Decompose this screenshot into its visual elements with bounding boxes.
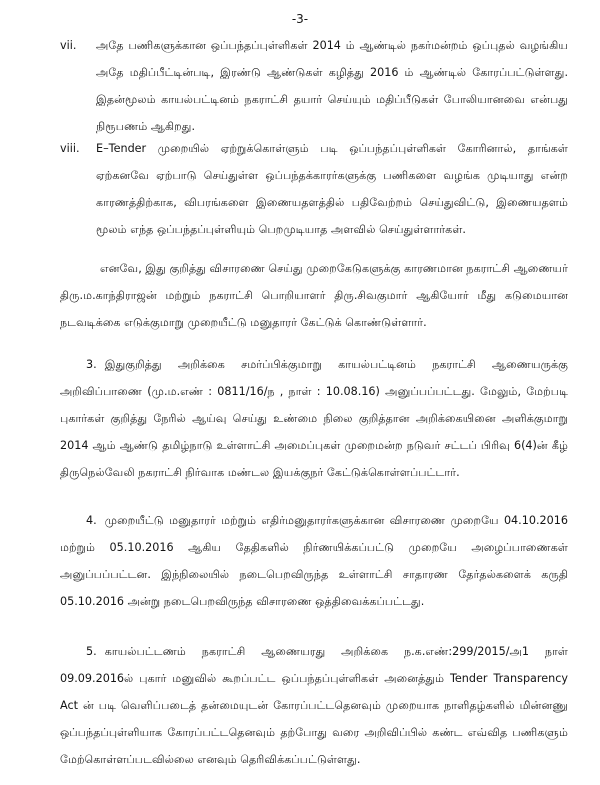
paragraph-5	[60, 638, 568, 773]
list-item-text: அதே பணிகளுக்கான ஒப்பந்தப்புள்ளிகள் 2014 ம் ஆண்டில் நகர்மன்றம் ஒப்புதல் வழங்கிய அதே மதிப்பீட்டின்படி, இரண்டு ஆண்டுகள் கழித்து 2016 ம் ஆண்டில் கோரப்பட்டுள்ளது. இதன்மூலம் காயல்பட்டினம் நகராட்சி தயார் செய்யும் மதிப்பீடுகள் போலியானவை என்பது நிரூபணம் ஆகிறது.	[96, 39, 568, 133]
paragraph-3	[60, 351, 568, 486]
paragraph-text: முறையீட்டு மனுதாரர் மற்றும் எதிர்மனுதாரர்களுக்கான விசாரணை முறையே 04.10.2016 மற்றும் 05.10.2016 ஆகிய தேதிகளில் நிர்ணயிக்கப்பட்டு முறையே அழைப்பாணைகள் அனுப்பப்பட்டன. இந்நிலையில் நடைபெறவிருந்த உள்ளாட்சி சாதாரண தேர்தல்களைக் கருதி 05.10.2016 அன்று நடைபெறவிருந்த விசாரணை ஒத்திவைக்கப்பட்டது.	[60, 514, 568, 608]
list-item-marker: viii.	[60, 142, 80, 155]
paragraph-therefore	[60, 255, 568, 336]
list-item-text: E–Tender முறையில் ஏற்றுக்கொள்ளும் படி ஒப்பந்தப்புள்ளிகள் கோரினால், தாங்கள் ஏற்கனவே ஏற்பாடு செய்துள்ள ஒப்பந்தக்காரர்களுக்கு பணிகளை வழங்க முடியாது என்ற காரணத்திற்காக, விபரங்களை இணையதளத்தில் பதிவேற்றம் செய்துவிட்டு, இணையதளம் மூலம் எந்த ஒப்பந்தப்புள்ளியும் பெறமுடியாத அளவில் செய்துள்ளார்கள்.	[96, 142, 568, 236]
paragraph-text: காயல்பட்டணம் நகராட்சி ஆணையரது அறிக்கை ந.க.எண்:299/2015/அ1 நாள் 09.09.2016ல் புகார் மனுவில் கூறப்பட்ட ஒப்பந்தப்புள்ளிகள் அனைத்தும் Tender Transparency Act ன் படி வெளிப்படைத் தன்மையுடன் கோரப்பட்டதெனவும் முறையாக நாளிதழ்களில் மின்னணு ஒப்பந்தப்புள்ளியாக கோரப்பட்டதெனவும் தற்போது வரை அறிவிப்பில் கண்ட எவ்வித பணிகளும் மேற்கொள்ளப்படவில்லை எனவும் தெரிவிக்கப்பட்டுள்ளது.	[60, 645, 568, 766]
paragraph-number: 5.	[86, 645, 97, 658]
list-item-viii	[60, 135, 568, 243]
paragraph-number: 3.	[86, 358, 97, 371]
paragraph-text: இதுகுறித்து அறிக்கை சமர்ப்பிக்குமாறு காயல்பட்டினம் நகராட்சி ஆணையருக்கு அறிவிப்பாணை (மு.ம.எண் : 0811/16/ந , நாள் : 10.08.16) அனுப்பப்பட்டது. மேலும், மேற்படி புகார்கள் குறித்து நேரில் ஆய்வு செய்து உண்மை நிலை குறித்தான அறிக்கையினை அளிக்குமாறு 2014 ஆம் ஆண்டு தமிழ்நாடு உள்ளாட்சி அமைப்புகள் முறைமன்ற நடுவர் சட்டப் பிரிவு 6(4)ன் கீழ் திருநெல்வேலி நகராட்சி நிர்வாக மண்டல இயக்குநர் கேட்டுக்கொள்ளப்பட்டார்.	[60, 358, 568, 479]
paragraph-text: எனவே, இது குறித்து விசாரணை செய்து முறைகேடுகளுக்கு காரணமான நகராட்சி ஆணையர் திரு.ம.காந்திராஜன் மற்றும் நகராட்சி பொறியாளர் திரு.சிவகுமார் ஆகியோர் மீது கடுமையான நடவடிக்கை எடுக்குமாறு முறையீட்டு மனுதாரர் கேட்டுக் கொண்டுள்ளார்.	[60, 262, 568, 329]
list-item-vii	[60, 32, 568, 140]
paragraph-number: 4.	[86, 514, 97, 527]
page-number: -3-	[291, 12, 309, 26]
list-item-marker: vii.	[60, 39, 77, 52]
paragraph-4	[60, 507, 568, 615]
